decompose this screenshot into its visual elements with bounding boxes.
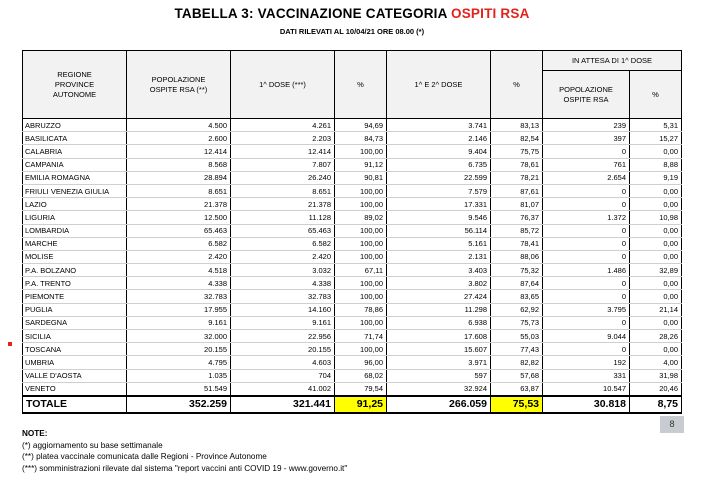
population-cell: 32.000: [127, 330, 231, 343]
dose1-cell: 4.338: [231, 277, 335, 290]
pct2-cell: 82,82: [491, 356, 543, 369]
pct1-cell: 91,12: [335, 158, 387, 171]
pct1-cell: 100,00: [335, 237, 387, 250]
waiting-cell: 239: [543, 119, 630, 132]
table-row: [23, 330, 682, 343]
dose12-cell: 2.131: [387, 250, 491, 263]
waiting-cell: 761: [543, 158, 630, 171]
population-cell: 28.894: [127, 171, 231, 184]
dose12-cell: 15.607: [387, 343, 491, 356]
population-cell: 2.600: [127, 132, 231, 145]
pct1-cell: 100,00: [335, 198, 387, 211]
dose1-cell: 22.956: [231, 330, 335, 343]
dose12-cell: 32.924: [387, 382, 491, 396]
region-cell: TOSCANA: [23, 343, 127, 356]
waiting-pct-cell: 32,89: [630, 264, 682, 277]
table-row: [23, 290, 682, 303]
waiting-cell: 192: [543, 356, 630, 369]
waiting-pct-cell: 0,00: [630, 316, 682, 329]
waiting-pct-cell: 10,98: [630, 211, 682, 224]
dose1-cell: 9.161: [231, 316, 335, 329]
dose12-cell: 22.599: [387, 171, 491, 184]
waiting-cell: 0: [543, 145, 630, 158]
dose1-cell: 32.783: [231, 290, 335, 303]
dose12-cell: 9.404: [387, 145, 491, 158]
population-cell: 32.783: [127, 290, 231, 303]
region-cell: VALLE D'AOSTA: [23, 369, 127, 382]
region-cell: BASILICATA: [23, 132, 127, 145]
dose12-cell: 11.298: [387, 303, 491, 316]
title-highlight: OSPITI RSA: [451, 6, 530, 21]
header-waiting-population: POPOLAZIONE OSPITE RSA: [543, 71, 630, 119]
dose1-cell: 7.807: [231, 158, 335, 171]
region-cell: VENETO: [23, 382, 127, 396]
waiting-pct-cell: 8,88: [630, 158, 682, 171]
dose1-cell: 8.651: [231, 184, 335, 197]
pct2-cell: 76,37: [491, 211, 543, 224]
pct2-cell: 77,43: [491, 343, 543, 356]
pct1-cell: 79,54: [335, 382, 387, 396]
waiting-pct-cell: 4,00: [630, 356, 682, 369]
region-cell: TOTALE: [23, 396, 127, 413]
pct1-cell: 100,00: [335, 224, 387, 237]
waiting-cell: 10.547: [543, 382, 630, 396]
population-cell: 65.463: [127, 224, 231, 237]
pct1-cell: 68,02: [335, 369, 387, 382]
population-cell: 2.420: [127, 250, 231, 263]
region-cell: SARDEGNA: [23, 316, 127, 329]
dose1-cell: 4.603: [231, 356, 335, 369]
pct2-cell: 82,54: [491, 132, 543, 145]
waiting-cell: 0: [543, 224, 630, 237]
table-row: [23, 132, 682, 145]
waiting-pct-cell: 9,19: [630, 171, 682, 184]
pct2-cell: 75,53: [491, 396, 543, 413]
waiting-cell: 0: [543, 250, 630, 263]
pct2-cell: 55,03: [491, 330, 543, 343]
region-cell: LOMBARDIA: [23, 224, 127, 237]
pct1-cell: 67,11: [335, 264, 387, 277]
table-row: [23, 277, 682, 290]
waiting-cell: 9.044: [543, 330, 630, 343]
dose12-cell: 27.424: [387, 290, 491, 303]
region-cell: EMILIA ROMAGNA: [23, 171, 127, 184]
waiting-pct-cell: 0,00: [630, 277, 682, 290]
dose12-cell: 3.403: [387, 264, 491, 277]
region-cell: ABRUZZO: [23, 119, 127, 132]
table-row: [23, 250, 682, 263]
population-cell: 4.338: [127, 277, 231, 290]
waiting-cell: 0: [543, 290, 630, 303]
dose12-cell: 3.802: [387, 277, 491, 290]
population-cell: 1.035: [127, 369, 231, 382]
region-cell: SICILIA: [23, 330, 127, 343]
table-row: [23, 316, 682, 329]
waiting-pct-cell: 20,46: [630, 382, 682, 396]
population-cell: 4.518: [127, 264, 231, 277]
waiting-cell: 331: [543, 369, 630, 382]
region-cell: MOLISE: [23, 250, 127, 263]
table-row: [23, 237, 682, 250]
pct2-cell: 57,68: [491, 369, 543, 382]
dose1-cell: 704: [231, 369, 335, 382]
pct2-cell: 62,92: [491, 303, 543, 316]
dose1-cell: 20.155: [231, 343, 335, 356]
header-dose1: 1^ DOSE (***): [231, 51, 335, 119]
dose12-cell: 56.114: [387, 224, 491, 237]
waiting-cell: 1.372: [543, 211, 630, 224]
region-cell: MARCHE: [23, 237, 127, 250]
total-row: [23, 396, 682, 413]
population-cell: 17.955: [127, 303, 231, 316]
table-row: [23, 171, 682, 184]
waiting-pct-cell: 15,27: [630, 132, 682, 145]
page-number: 8: [660, 416, 684, 433]
region-cell: CALABRIA: [23, 145, 127, 158]
pct1-cell: 100,00: [335, 250, 387, 263]
dose1-cell: 26.240: [231, 171, 335, 184]
population-cell: 20.155: [127, 343, 231, 356]
population-cell: 12.500: [127, 211, 231, 224]
pct1-cell: 100,00: [335, 145, 387, 158]
dose12-cell: 6.735: [387, 158, 491, 171]
waiting-cell: 0: [543, 277, 630, 290]
pct2-cell: 88,06: [491, 250, 543, 263]
waiting-pct-cell: 0,00: [630, 343, 682, 356]
region-cell: LIGURIA: [23, 211, 127, 224]
pct1-cell: 78,86: [335, 303, 387, 316]
pct2-cell: 63,87: [491, 382, 543, 396]
table-row: [23, 184, 682, 197]
pct1-cell: 100,00: [335, 184, 387, 197]
pct1-cell: 94,69: [335, 119, 387, 132]
table-row: [23, 158, 682, 171]
dose1-cell: 14.160: [231, 303, 335, 316]
waiting-cell: 0: [543, 343, 630, 356]
dose1-cell: 2.420: [231, 250, 335, 263]
region-cell: UMBRIA: [23, 356, 127, 369]
dose12-cell: 7.579: [387, 184, 491, 197]
header-waiting: IN ATTESA DI 1^ DOSE: [543, 51, 682, 71]
waiting-pct-cell: 0,00: [630, 250, 682, 263]
population-cell: 8.568: [127, 158, 231, 171]
pct1-cell: 84,73: [335, 132, 387, 145]
pct1-cell: 100,00: [335, 290, 387, 303]
population-cell: 8.651: [127, 184, 231, 197]
waiting-pct-cell: 28,26: [630, 330, 682, 343]
table-row: [23, 119, 682, 132]
pct1-cell: 100,00: [335, 343, 387, 356]
header-region: REGIONE PROVINCE AUTONOME: [23, 51, 127, 119]
pct1-cell: 96,00: [335, 356, 387, 369]
dose12-cell: 597: [387, 369, 491, 382]
table-row: [23, 264, 682, 277]
table-row: [23, 303, 682, 316]
pct2-cell: 75,73: [491, 316, 543, 329]
notes-section: [22, 428, 347, 474]
pct1-cell: 100,00: [335, 316, 387, 329]
population-cell: 6.582: [127, 237, 231, 250]
dose12-cell: 9.546: [387, 211, 491, 224]
table-row: [23, 198, 682, 211]
waiting-pct-cell: 8,75: [630, 396, 682, 413]
waiting-cell: 2.654: [543, 171, 630, 184]
dose12-cell: 266.059: [387, 396, 491, 413]
table-title: [0, 6, 704, 21]
note-2: (**) platea vaccinale comunicata dalle Regioni - Province Autonome: [22, 452, 267, 462]
waiting-pct-cell: 21,14: [630, 303, 682, 316]
population-cell: 4.795: [127, 356, 231, 369]
dose1-cell: 65.463: [231, 224, 335, 237]
dose12-cell: 5.161: [387, 237, 491, 250]
pct2-cell: 87,64: [491, 277, 543, 290]
region-cell: P.A. BOLZANO: [23, 264, 127, 277]
dose12-cell: 3.971: [387, 356, 491, 369]
region-cell: FRIULI VENEZIA GIULIA: [23, 184, 127, 197]
dose1-cell: 3.032: [231, 264, 335, 277]
waiting-cell: 1.486: [543, 264, 630, 277]
dose12-cell: 17.331: [387, 198, 491, 211]
region-cell: P.A. TRENTO: [23, 277, 127, 290]
note-1: (*) aggiornamento su base settimanale: [22, 440, 163, 450]
population-cell: 4.500: [127, 119, 231, 132]
dose1-cell: 21.378: [231, 198, 335, 211]
vaccination-table: [22, 50, 682, 414]
waiting-cell: 0: [543, 198, 630, 211]
waiting-cell: 397: [543, 132, 630, 145]
pct2-cell: 75,32: [491, 264, 543, 277]
red-marker: [8, 342, 12, 346]
pct1-cell: 91,25: [335, 396, 387, 413]
region-cell: LAZIO: [23, 198, 127, 211]
pct2-cell: 81,07: [491, 198, 543, 211]
pct2-cell: 87,61: [491, 184, 543, 197]
dose1-cell: 2.203: [231, 132, 335, 145]
waiting-cell: 3.795: [543, 303, 630, 316]
header-pct2: %: [491, 51, 543, 119]
table-row: [23, 382, 682, 396]
table-body: [23, 119, 682, 413]
dose12-cell: 2.146: [387, 132, 491, 145]
pct1-cell: 71,74: [335, 330, 387, 343]
table-row: [23, 145, 682, 158]
waiting-pct-cell: 5,31: [630, 119, 682, 132]
dose12-cell: 17.608: [387, 330, 491, 343]
title-prefix: TABELLA 3: VACCINAZIONE CATEGORIA: [174, 6, 452, 21]
dose1-cell: 6.582: [231, 237, 335, 250]
pct1-cell: 100,00: [335, 277, 387, 290]
header-dose12: 1^ E 2^ DOSE: [387, 51, 491, 119]
pct2-cell: 78,21: [491, 171, 543, 184]
notes-heading: NOTE:: [22, 429, 48, 438]
data-timestamp: DATI RILEVATI AL 10/04/21 ORE 08.00 (*): [279, 27, 425, 36]
region-cell: CAMPANIA: [23, 158, 127, 171]
waiting-pct-cell: 0,00: [630, 224, 682, 237]
header-waiting-pct: %: [630, 71, 682, 119]
header-pct1: %: [335, 51, 387, 119]
waiting-pct-cell: 0,00: [630, 237, 682, 250]
waiting-cell: 30.818: [543, 396, 630, 413]
population-cell: 9.161: [127, 316, 231, 329]
pct2-cell: 83,65: [491, 290, 543, 303]
dose1-cell: 4.261: [231, 119, 335, 132]
waiting-cell: 0: [543, 184, 630, 197]
table-row: [23, 343, 682, 356]
pct1-cell: 89,02: [335, 211, 387, 224]
dose1-cell: 12.414: [231, 145, 335, 158]
waiting-cell: 0: [543, 316, 630, 329]
region-cell: PUGLIA: [23, 303, 127, 316]
waiting-pct-cell: 0,00: [630, 184, 682, 197]
population-cell: 21.378: [127, 198, 231, 211]
dose12-cell: 3.741: [387, 119, 491, 132]
waiting-pct-cell: 0,00: [630, 198, 682, 211]
region-cell: PIEMONTE: [23, 290, 127, 303]
pct2-cell: 78,61: [491, 158, 543, 171]
table-row: [23, 211, 682, 224]
waiting-pct-cell: 0,00: [630, 290, 682, 303]
dose1-cell: 41.002: [231, 382, 335, 396]
note-3: (***) somministrazioni rilevate dal sistema "report vaccini anti COVID 19 - www.governo.it": [22, 463, 348, 473]
waiting-pct-cell: 0,00: [630, 145, 682, 158]
population-cell: 12.414: [127, 145, 231, 158]
pct2-cell: 83,13: [491, 119, 543, 132]
pct2-cell: 78,41: [491, 237, 543, 250]
waiting-cell: 0: [543, 237, 630, 250]
population-cell: 51.549: [127, 382, 231, 396]
dose1-cell: 321.441: [231, 396, 335, 413]
header-population: POPOLAZIONE OSPITE RSA (**): [127, 51, 231, 119]
dose12-cell: 6.938: [387, 316, 491, 329]
table-row: [23, 356, 682, 369]
waiting-pct-cell: 31,98: [630, 369, 682, 382]
pct1-cell: 90,81: [335, 171, 387, 184]
pct2-cell: 75,75: [491, 145, 543, 158]
table-row: [23, 369, 682, 382]
table-row: [23, 224, 682, 237]
pct2-cell: 85,72: [491, 224, 543, 237]
dose1-cell: 11.128: [231, 211, 335, 224]
population-cell: 352.259: [127, 396, 231, 413]
